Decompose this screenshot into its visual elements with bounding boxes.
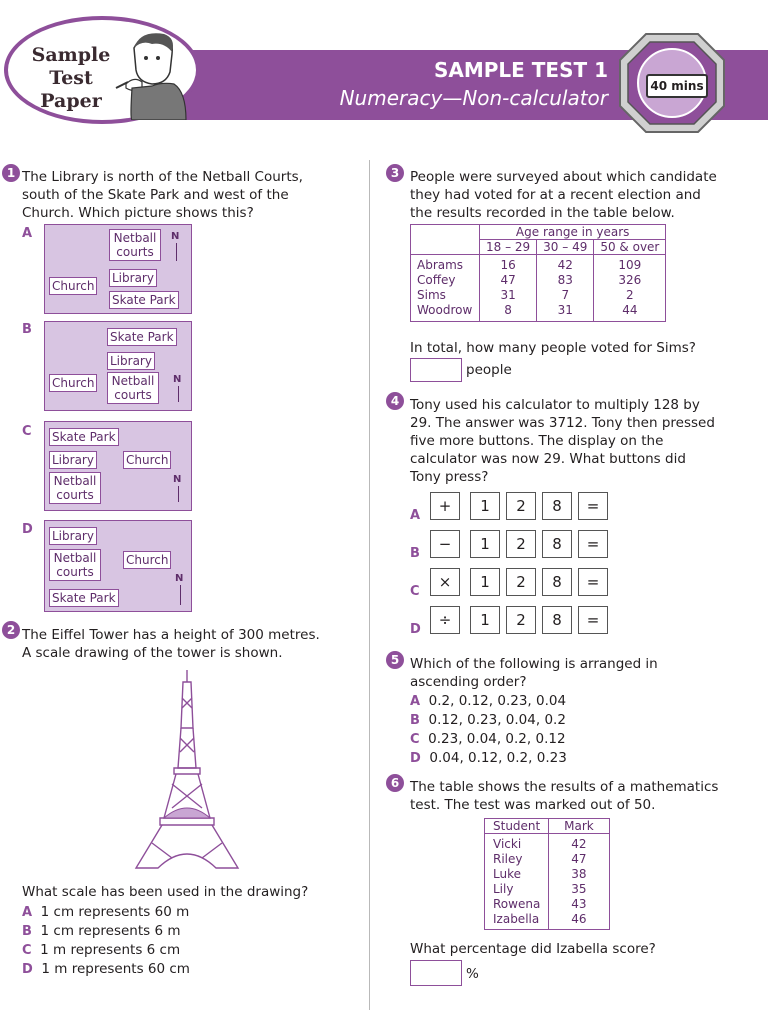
logo-line-sample: Sample bbox=[31, 44, 111, 66]
calculator-key: 8 bbox=[542, 606, 572, 634]
age-group-header: 30 – 49 bbox=[537, 240, 594, 255]
student-marks: 42 47 38 35 43 46 bbox=[549, 834, 609, 930]
map-label-church: Church bbox=[123, 451, 171, 469]
q1-option-d-map[interactable] bbox=[44, 520, 192, 612]
north-arrow-icon bbox=[176, 243, 177, 261]
q3-text-line: the results recorded in the table below. bbox=[410, 205, 675, 221]
q4-option-letter: D bbox=[410, 622, 421, 637]
q1-option-a-letter: A bbox=[22, 226, 33, 241]
q2-question: What scale has been used in the drawing? bbox=[22, 884, 309, 900]
calculator-key: = bbox=[578, 606, 608, 634]
student-cartoon-icon bbox=[112, 28, 188, 120]
calculator-key: − bbox=[430, 530, 460, 558]
calculator-key: = bbox=[578, 568, 608, 596]
map-label-library: Library bbox=[49, 527, 97, 545]
q5-option-b[interactable]: B 0.12, 0.23, 0.04, 0.2 bbox=[410, 712, 566, 728]
candidate-names: Abrams Coffey Sims Woodrow bbox=[411, 255, 480, 322]
q4-text-line: Tony used his calculator to multiply 128 by bbox=[410, 397, 700, 413]
map-label-church: Church bbox=[123, 551, 171, 569]
north-indicator: N bbox=[173, 474, 182, 485]
col-header-student: Student bbox=[485, 819, 549, 834]
north-indicator: N bbox=[171, 231, 180, 242]
logo-text bbox=[26, 44, 116, 113]
q1-text-line: The Library is north of the Netball Courts, bbox=[22, 169, 303, 185]
student-names: Vicki Riley Luke Lily Rowena Izabella bbox=[485, 834, 549, 930]
q3-text-line: they had voted for at a recent election and bbox=[410, 187, 701, 203]
q2-option-b[interactable]: B 1 cm represents 6 m bbox=[22, 923, 181, 939]
q5-text-line: ascending order? bbox=[410, 674, 527, 690]
marks-table bbox=[484, 818, 610, 930]
q4-text-line: Tony press? bbox=[410, 469, 489, 485]
timer-label: 40 mins bbox=[646, 74, 708, 98]
map-label-skate-park: Skate Park bbox=[107, 328, 177, 346]
map-label-netball: Netball courts bbox=[109, 229, 161, 261]
q1-text-line: south of the Skate Park and west of the bbox=[22, 187, 289, 203]
age-group-header: 50 & over bbox=[594, 240, 666, 255]
age-range-header: Age range in years bbox=[480, 225, 666, 240]
q3-text-line: People were surveyed about which candidate bbox=[410, 169, 717, 185]
q6-answer-box[interactable] bbox=[410, 960, 462, 986]
north-indicator: N bbox=[175, 573, 184, 584]
calculator-key: = bbox=[578, 530, 608, 558]
votes-50-over: 109 326 2 44 bbox=[594, 255, 666, 322]
calculator-key: × bbox=[430, 568, 460, 596]
question-number-4: 4 bbox=[386, 392, 404, 410]
votes-18-29: 16 47 31 8 bbox=[480, 255, 537, 322]
question-number-3: 3 bbox=[386, 164, 404, 182]
q5-option-a[interactable]: A 0.2, 0.12, 0.23, 0.04 bbox=[410, 693, 567, 709]
q6-unit: % bbox=[466, 966, 479, 982]
q5-option-c[interactable]: C 0.23, 0.04, 0.2, 0.12 bbox=[410, 731, 566, 747]
calculator-key: 8 bbox=[542, 492, 572, 520]
q4-option-letter: B bbox=[410, 546, 420, 561]
eiffel-tower-icon bbox=[122, 668, 252, 874]
q1-option-c-map[interactable] bbox=[44, 421, 192, 511]
north-indicator: N bbox=[173, 374, 182, 385]
q6-question: What percentage did Izabella score? bbox=[410, 941, 656, 957]
q4-text bbox=[410, 396, 760, 486]
north-arrow-icon bbox=[178, 486, 179, 502]
q6-text-line: The table shows the results of a mathematics bbox=[410, 779, 719, 795]
calculator-key: 2 bbox=[506, 492, 536, 520]
map-label-skate-park: Skate Park bbox=[49, 589, 119, 607]
q3-answer-box[interactable] bbox=[410, 358, 462, 382]
q6-text-line: test. The test was marked out of 50. bbox=[410, 797, 656, 813]
q1-option-a-map[interactable] bbox=[44, 224, 192, 314]
logo-line-paper: Paper bbox=[40, 90, 102, 112]
q1-option-c-letter: C bbox=[22, 424, 32, 439]
map-label-netball: Netball courts bbox=[107, 372, 159, 404]
north-arrow-icon bbox=[178, 386, 179, 402]
calculator-key: 2 bbox=[506, 568, 536, 596]
q3-unit: people bbox=[466, 362, 512, 378]
map-label-library: Library bbox=[107, 352, 155, 370]
col-header-mark: Mark bbox=[549, 819, 609, 834]
q1-option-b-letter: B bbox=[22, 322, 32, 337]
calculator-key: 8 bbox=[542, 530, 572, 558]
test-title: SAMPLE TEST 1 bbox=[433, 58, 608, 82]
q5-options bbox=[410, 692, 567, 768]
calculator-key: + bbox=[430, 492, 460, 520]
calculator-key: 1 bbox=[470, 492, 500, 520]
north-arrow-icon bbox=[180, 585, 181, 605]
map-label-skate-park: Skate Park bbox=[49, 428, 119, 446]
q4-text-line: calculator was now 29. What buttons did bbox=[410, 451, 686, 467]
column-divider bbox=[369, 160, 370, 1010]
q2-text-line: The Eiffel Tower has a height of 300 metres. bbox=[22, 627, 320, 643]
q4-text-line: five more buttons. The display on the bbox=[410, 433, 664, 449]
q4-option-letter: A bbox=[410, 508, 421, 523]
map-label-church: Church bbox=[49, 374, 97, 392]
q2-text bbox=[22, 626, 362, 662]
q6-text bbox=[410, 778, 760, 814]
question-number-1: 1 bbox=[2, 164, 20, 182]
calculator-key: 1 bbox=[470, 568, 500, 596]
q5-text bbox=[410, 655, 760, 691]
calculator-key: 1 bbox=[470, 606, 500, 634]
map-label-library: Library bbox=[109, 269, 157, 287]
q5-option-d[interactable]: D 0.04, 0.12, 0.2, 0.23 bbox=[410, 750, 567, 766]
age-group-header: 18 – 29 bbox=[480, 240, 537, 255]
question-number-5: 5 bbox=[386, 651, 404, 669]
q1-text bbox=[22, 168, 362, 222]
calculator-key: 2 bbox=[506, 606, 536, 634]
map-label-library: Library bbox=[49, 451, 97, 469]
q2-option-c[interactable]: C 1 m represents 6 cm bbox=[22, 942, 181, 958]
votes-30-49: 42 83 7 31 bbox=[537, 255, 594, 322]
map-label-church: Church bbox=[49, 277, 97, 295]
q2-options bbox=[22, 903, 190, 979]
q2-option-a[interactable]: A 1 cm represents 60 m bbox=[22, 904, 190, 920]
question-number-2: 2 bbox=[2, 621, 20, 639]
q3-question: In total, how many people voted for Sims? bbox=[410, 340, 696, 356]
test-subtitle: Numeracy—Non-calculator bbox=[339, 86, 608, 110]
logo-line-test: Test bbox=[49, 67, 93, 89]
q2-option-d[interactable]: D 1 m represents 60 cm bbox=[22, 961, 190, 977]
calculator-key: ÷ bbox=[430, 606, 460, 634]
question-number-6: 6 bbox=[386, 774, 404, 792]
map-label-skate-park: Skate Park bbox=[109, 291, 179, 309]
calculator-key: = bbox=[578, 492, 608, 520]
q1-option-d-letter: D bbox=[22, 522, 33, 537]
calculator-key: 8 bbox=[542, 568, 572, 596]
calculator-key: 1 bbox=[470, 530, 500, 558]
q1-text-line: Church. Which picture shows this? bbox=[22, 205, 254, 221]
votes-table bbox=[410, 224, 666, 322]
q5-text-line: Which of the following is arranged in bbox=[410, 656, 658, 672]
map-label-netball: Netball courts bbox=[49, 472, 101, 504]
q1-option-b-map[interactable] bbox=[44, 321, 192, 411]
q4-option-letter: C bbox=[410, 584, 420, 599]
q2-text-line: A scale drawing of the tower is shown. bbox=[22, 645, 283, 661]
map-label-netball: Netball courts bbox=[49, 549, 101, 581]
q3-text bbox=[410, 168, 760, 222]
calculator-key: 2 bbox=[506, 530, 536, 558]
q4-text-line: 29. The answer was 3712. Tony then pressed bbox=[410, 415, 715, 431]
